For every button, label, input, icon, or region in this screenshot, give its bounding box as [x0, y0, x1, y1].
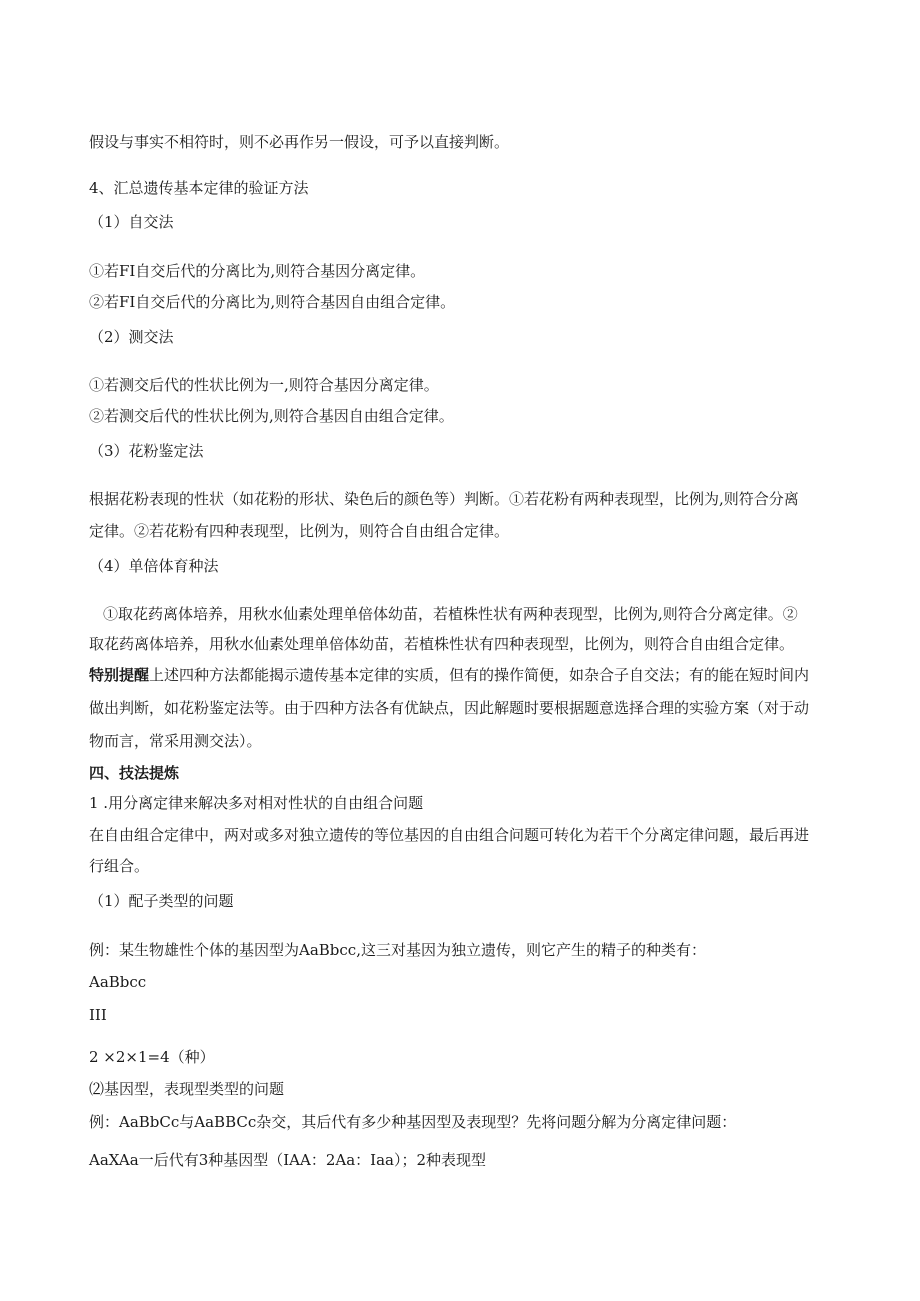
text-line: 做出判断，如花粉鉴定法等。由于四种方法各有优缺点，因此解题时要根据题意选择合理的实验方案（对于动 — [89, 699, 810, 717]
chapter-heading: 四、技法提炼 — [89, 764, 180, 782]
text-line: 假设与事实不相符时，则不必再作另一假设，可予以直接判断。 — [89, 133, 510, 151]
text-line: AaXAa一后代有3种基因型（IAA：2Aa：Iaa）；2种表现型 — [89, 1151, 487, 1169]
formula-line: AaBbcc — [89, 973, 147, 991]
text-line: 例：某生物雄性个体的基因型为AaBbcc,这三对基因为独立遗传，则它产生的精子的种类有： — [89, 941, 706, 959]
special-note-text: 上述四种方法都能揭示遗传基本定律的实质，但有的操作简便，如杂合子自交法；有的能在短时间内 — [149, 666, 810, 684]
section-heading: 1 .用分离定律来解决多对相对性状的自由组合问题 — [89, 794, 424, 812]
text-line: ①取花药离体培养，用秋水仙素处理单倍体幼苗，若植株性状有两种表现型，比例为,则符合分离定律。② — [103, 605, 798, 623]
section-heading: 4、汇总遗传基本定律的验证方法 — [89, 179, 309, 197]
text-line: ②若FI自交后代的分离比为,则符合基因自由组合定律。 — [89, 293, 456, 311]
text-line: 定律。②若花粉有四种表现型，比例为，则符合自由组合定律。 — [89, 522, 510, 540]
subsection-heading: （1）配子类型的问题 — [89, 892, 234, 910]
text-line: 例：AaBbCc与AaBBCc杂交，其后代有多少种基因型及表现型？先将问题分解为分离定律问题： — [89, 1113, 737, 1131]
text-line: 行组合。 — [89, 857, 150, 875]
text-line — [89, 665, 809, 685]
subsection-heading: （3）花粉鉴定法 — [89, 442, 204, 460]
text-line: ①若测交后代的性状比例为一,则符合基因分离定律。 — [89, 376, 439, 394]
text-line: 取花药离体培养，用秋水仙素处理单倍体幼苗，若植株性状有四种表现型，比例为，则符合自由组合定律。 — [89, 635, 795, 653]
special-note-label: 特别提醒 — [89, 666, 150, 684]
formula-line: 2 ×2×1=4（种） — [89, 1048, 215, 1066]
text-line: 根据花粉表现的性状（如花粉的形状、染色后的颜色等）判断。①若花粉有两种表现型，比例为,则符合分离 — [89, 490, 799, 508]
subsection-heading: （2）测交法 — [89, 328, 174, 346]
subsection-heading: （1）自交法 — [89, 213, 174, 231]
text-line: ①若FI自交后代的分离比为,则符合基因分离定律。 — [89, 262, 426, 280]
text-line: 在自由组合定律中，两对或多对独立遗传的等位基因的自由组合问题可转化为若干个分离定律问题，最后再进 — [89, 826, 810, 844]
text-line: 物而言，常采用测交法）。 — [89, 732, 262, 750]
subsection-heading: ⑵基因型，表现型类型的问题 — [89, 1080, 285, 1098]
subsection-heading: （4）单倍体育种法 — [89, 557, 219, 575]
text-line: ②若测交后代的性状比例为,则符合基因自由组合定律。 — [89, 407, 454, 425]
formula-line: III — [89, 1006, 107, 1024]
